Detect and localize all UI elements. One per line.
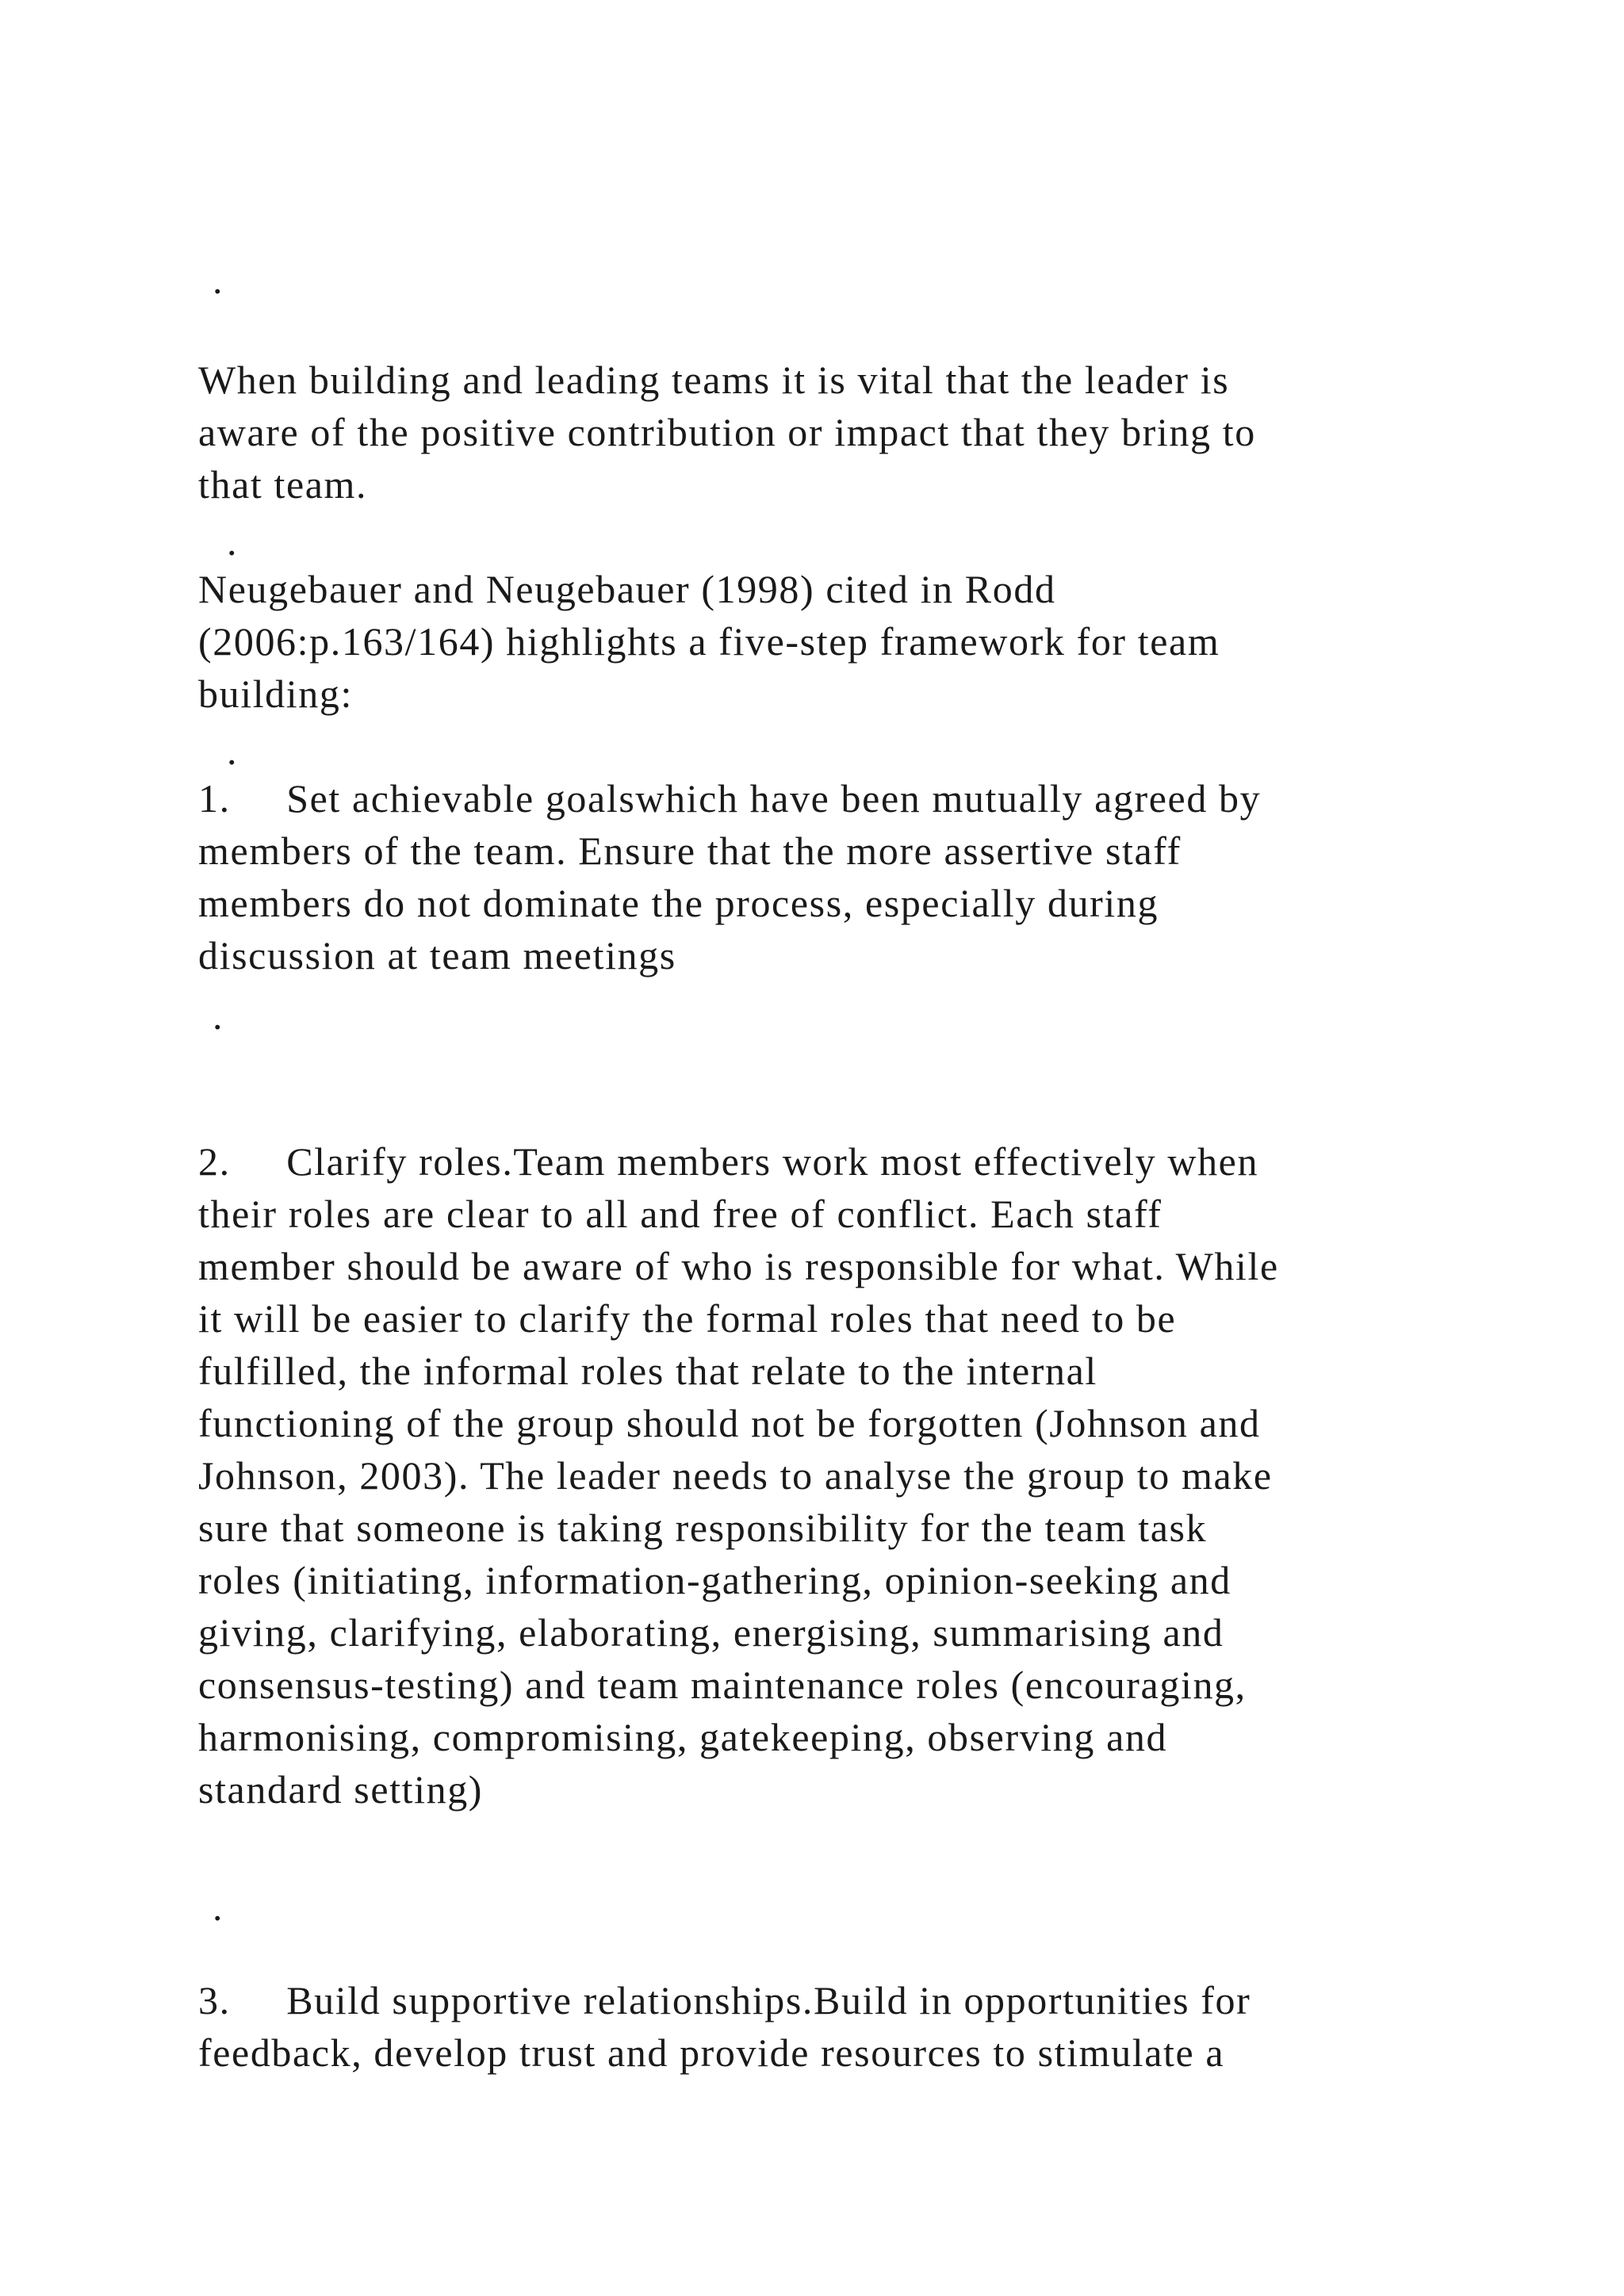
item3-line-2: feedback, develop trust and provide resources to stimulate a bbox=[198, 2030, 1225, 2075]
separator-dot-4: . bbox=[213, 993, 223, 1038]
item3-line-1: 3. Build supportive relationships.Build in opportunities for bbox=[198, 1978, 1251, 2022]
item1-line-4: discussion at team meetings bbox=[198, 933, 676, 978]
item2-line-11: consensus-testing) and team maintenance roles (encouraging, bbox=[198, 1663, 1247, 1707]
separator-dot-5: . bbox=[213, 1885, 223, 1929]
item2-line-6: functioning of the group should not be forgotten (Johnson and bbox=[198, 1401, 1261, 1445]
item2-line-3: member should be aware of who is responsible for what. While bbox=[198, 1244, 1279, 1288]
item2-line-1: 2. Clarify roles.Team members work most effectively when bbox=[198, 1139, 1259, 1184]
intro-line-1: When building and leading teams it is vital that the leader is bbox=[198, 358, 1230, 402]
item2-line-9: roles (initiating, information-gathering, opinion-seeking and bbox=[198, 1558, 1231, 1602]
item2-line-10: giving, clarifying, elaborating, energising, summarising and bbox=[198, 1610, 1224, 1655]
separator-dot-2: . bbox=[227, 519, 237, 564]
item2-line-7: Johnson, 2003). The leader needs to analyse the group to make bbox=[198, 1453, 1273, 1498]
separator-dot-1: . bbox=[213, 258, 223, 302]
citation-line-3: building: bbox=[198, 672, 353, 716]
item2-line-12: harmonising, compromising, gatekeeping, observing and bbox=[198, 1715, 1168, 1759]
intro-line-2: aware of the positive contribution or impact that they bring to bbox=[198, 410, 1256, 454]
item1-line-3: members do not dominate the process, especially during bbox=[198, 881, 1159, 925]
item1-line-1: 1. Set achievable goalswhich have been mutually agreed by bbox=[198, 776, 1262, 821]
item2-line-2: their roles are clear to all and free of conflict. Each staff bbox=[198, 1192, 1162, 1236]
item2-line-13: standard setting) bbox=[198, 1767, 484, 1812]
item2-line-8: sure that someone is taking responsibility for the team task bbox=[198, 1506, 1208, 1550]
item2-line-4: it will be easier to clarify the formal roles that need to be bbox=[198, 1296, 1177, 1341]
citation-line-1: Neugebauer and Neugebauer (1998) cited in Rodd bbox=[198, 567, 1056, 611]
item2-line-5: fulfilled, the informal roles that relate to the internal bbox=[198, 1349, 1097, 1393]
item1-line-2: members of the team. Ensure that the more assertive staff bbox=[198, 828, 1182, 873]
separator-dot-3: . bbox=[227, 729, 237, 773]
intro-line-3: that team. bbox=[198, 462, 368, 507]
citation-line-2: (2006:p.163/164) highlights a five-step framework for team bbox=[198, 619, 1220, 664]
